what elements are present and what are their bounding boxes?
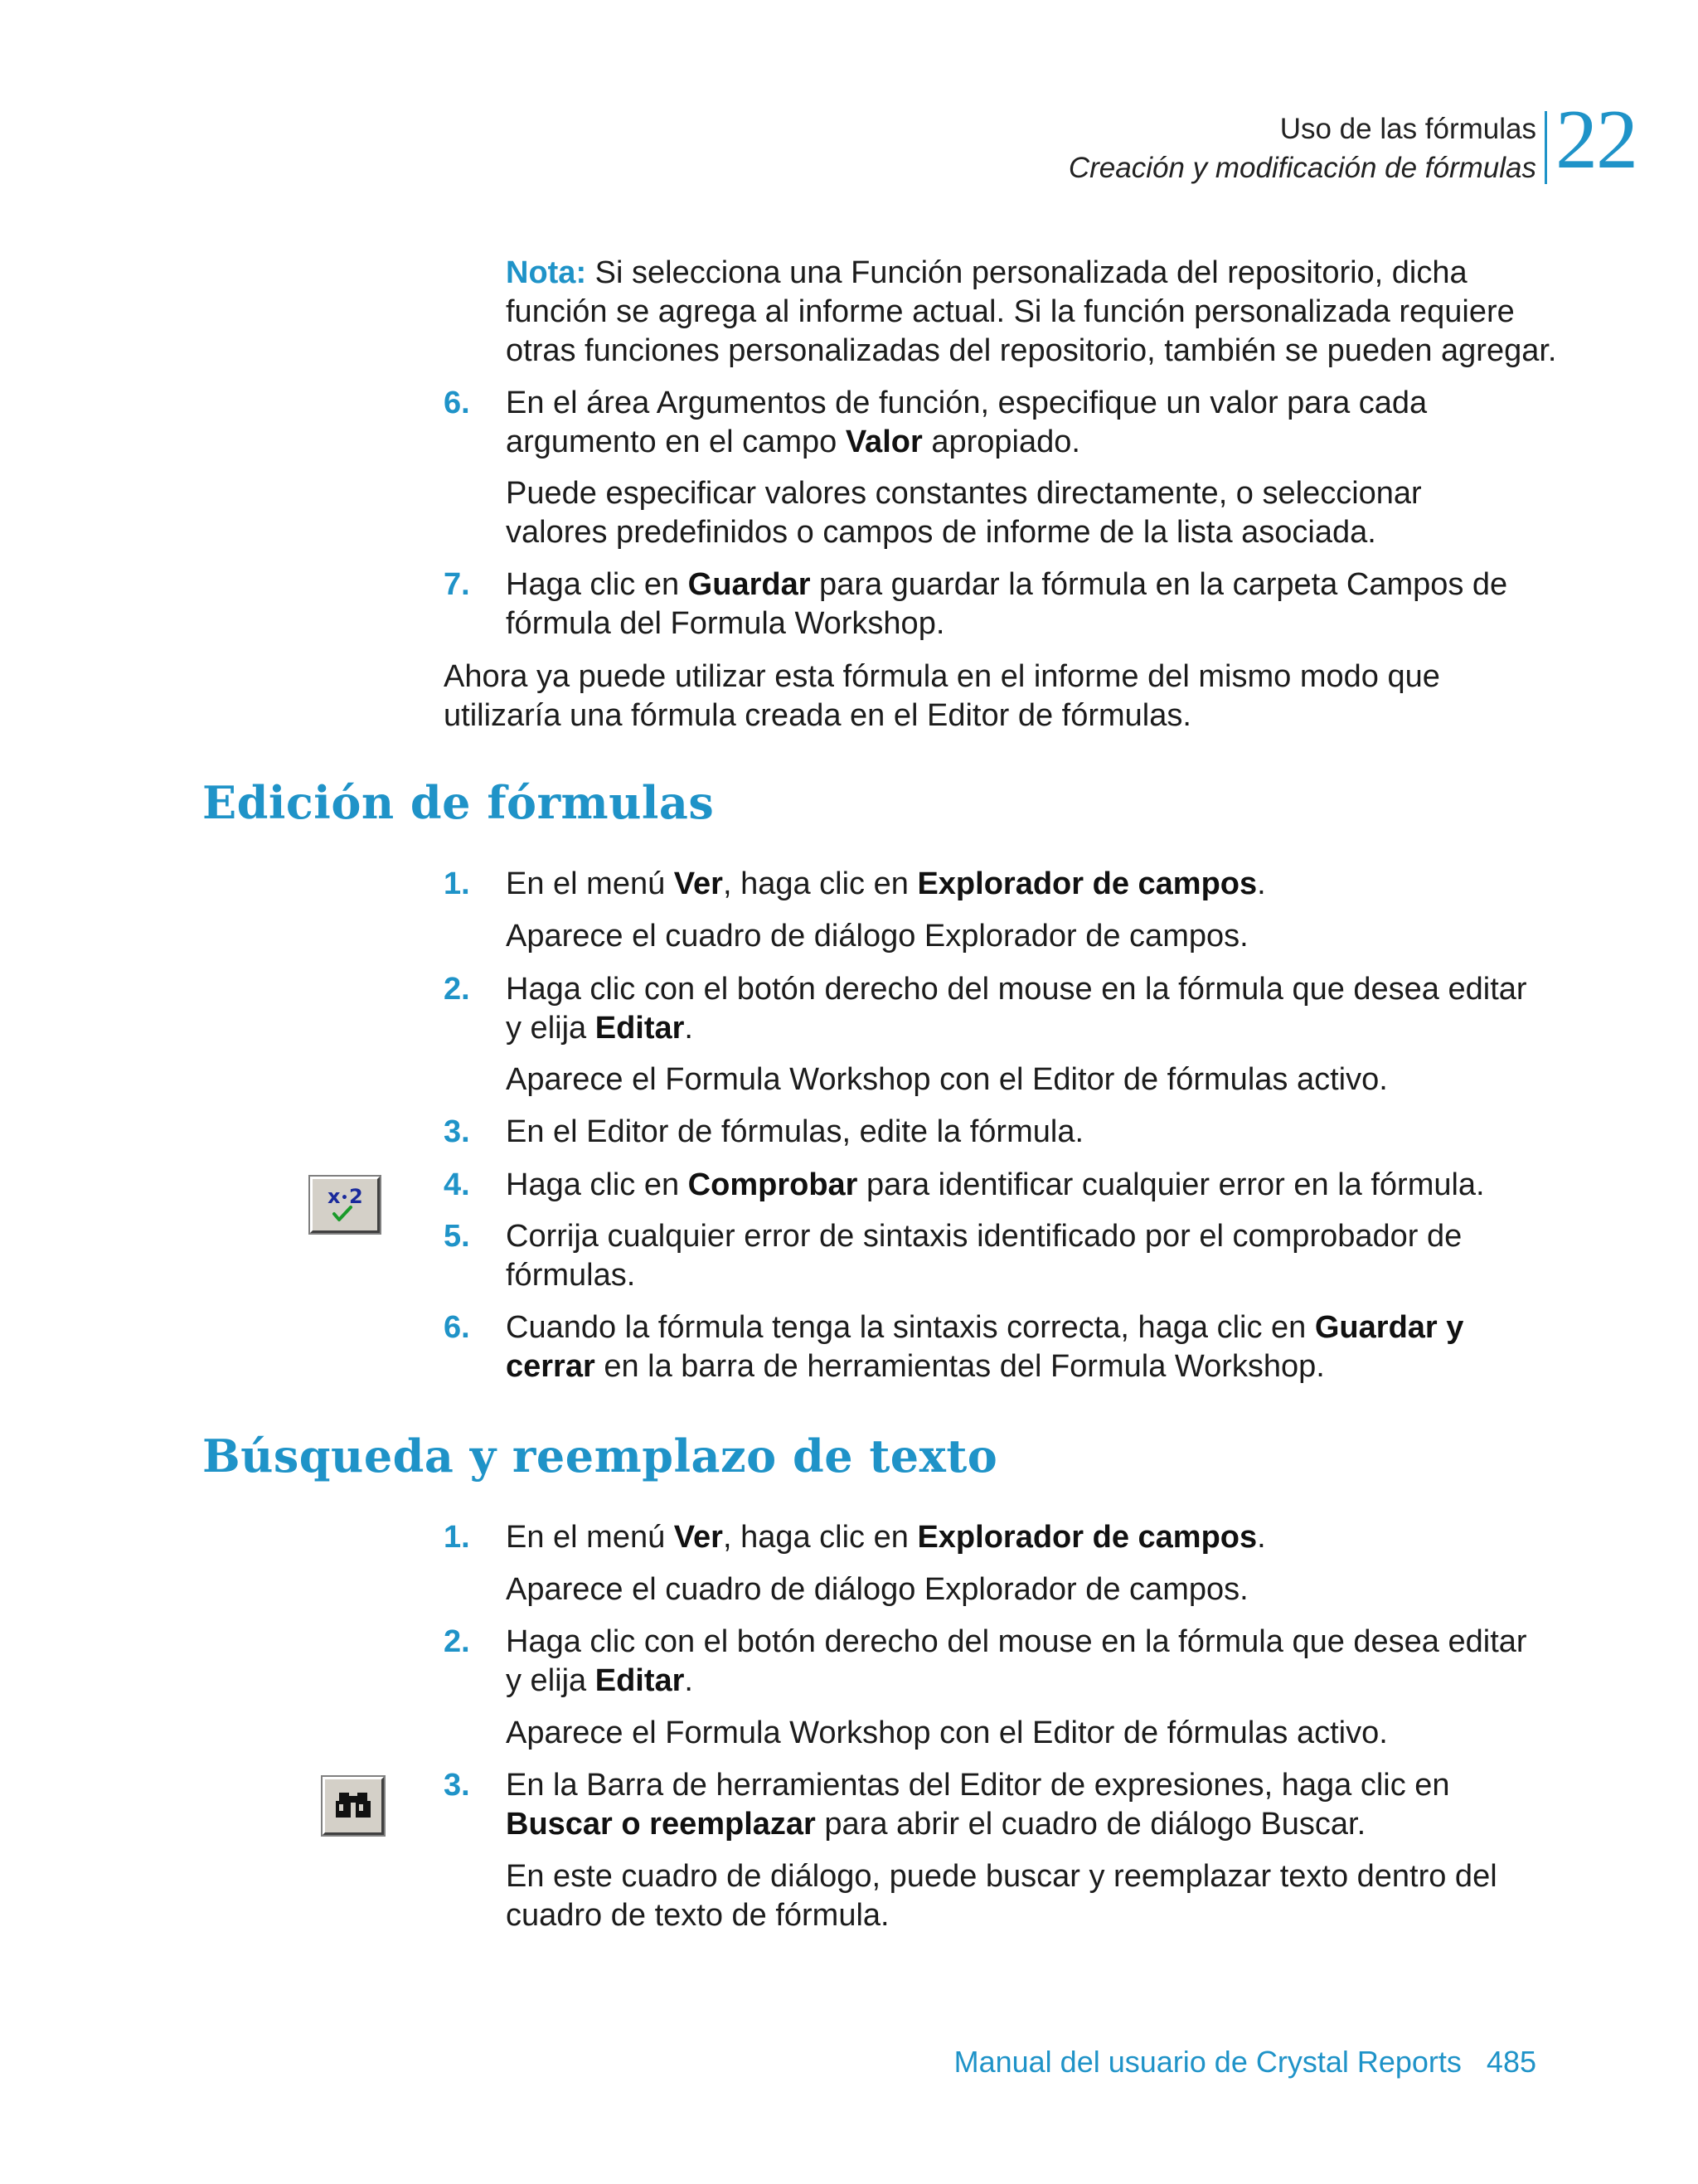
- step-number: 1.: [444, 1520, 470, 1555]
- step-number: 5.: [444, 1219, 470, 1254]
- chapter-number: 22: [1555, 93, 1637, 187]
- step-result: Aparece el cuadro de diálogo Explorador de campos.: [506, 919, 1249, 954]
- step-number: 6.: [444, 1310, 470, 1345]
- step-text: En el menú Ver, haga clic en Explorador de campos.: [506, 866, 1266, 901]
- chapter-title: Uso de las fórmulas: [1279, 113, 1536, 145]
- note-label: Nota:: [506, 255, 587, 290]
- step-result: Aparece el Formula Workshop con el Editor de fórmulas activo.: [506, 1716, 1388, 1750]
- check-formula-icon: [310, 1177, 380, 1233]
- step-text: Cuando la fórmula tenga la sintaxis correcta, haga clic en Guardar y cerrar en la barra de herramientas del Formula Workshop.: [506, 1310, 1464, 1384]
- step-text: En el menú Ver, haga clic en Explorador de campos.: [506, 1520, 1266, 1555]
- step-text: Corrija cualquier error de sintaxis identificado por el comprobador de fórmulas.: [506, 1219, 1463, 1293]
- section-heading: Búsqueda y reemplazo de texto: [202, 1429, 998, 1483]
- step-number: 1.: [444, 866, 470, 901]
- page-footer: [954, 2045, 1536, 2080]
- svg-text:2: 2: [349, 1185, 363, 1208]
- step-number: 2.: [444, 972, 470, 1007]
- header-divider: [1545, 111, 1547, 184]
- step-text: En el Editor de fórmulas, edite la fórmula.: [506, 1114, 1084, 1149]
- binoculars-icon: [323, 1777, 384, 1835]
- step-result: Aparece el Formula Workshop con el Editor de fórmulas activo.: [506, 1062, 1388, 1097]
- step-text: Haga clic con el botón derecho del mouse en la fórmula que desea editar y elija Editar.: [506, 1624, 1527, 1698]
- note: [506, 254, 1556, 371]
- step-number: 3.: [444, 1768, 470, 1803]
- note-line: otras funciones personalizadas del repositorio, también se pueden agregar.: [506, 333, 1557, 368]
- step-text: Haga clic en Guardar para guardar la fórmula en la carpeta Campos de fórmula del Formula Workshop.: [506, 567, 1508, 641]
- manual-title: Manual del usuario de Crystal Reports: [953, 2045, 1462, 2079]
- step-number: 4.: [444, 1167, 470, 1202]
- step-text: Haga clic con el botón derecho del mouse en la fórmula que desea editar y elija Editar.: [506, 972, 1527, 1046]
- step-result: En este cuadro de diálogo, puede buscar y reemplazar texto dentro del cuadro de texto de fórmula.: [506, 1859, 1497, 1933]
- step-text: En la Barra de herramientas del Editor de expresiones, haga clic en Buscar o reemplazar para abrir el cuadro de diálogo Buscar.: [506, 1768, 1450, 1842]
- step-result: Puede especificar valores constantes directamente, o seleccionar valores predefinidos o campos de informe de la lista asociada.: [506, 476, 1422, 550]
- step-text: Haga clic en Comprobar para identificar cualquier error en la fórmula.: [506, 1167, 1485, 1202]
- step-text: En el área Argumentos de función, especifique un valor para cada argumento en el campo Valor apropiado.: [506, 386, 1428, 459]
- step-number: 2.: [444, 1624, 470, 1659]
- svg-text:•: •: [341, 1191, 348, 1205]
- step-number: 6.: [444, 386, 470, 420]
- svg-text:x: x: [327, 1185, 341, 1208]
- step-number: 7.: [444, 567, 470, 602]
- step-number: 3.: [444, 1114, 470, 1149]
- step-result: Aparece el cuadro de diálogo Explorador de campos.: [506, 1572, 1249, 1607]
- note-line: Si selecciona una Función personalizada del repositorio, dicha: [586, 255, 1468, 290]
- page-number: 485: [1486, 2045, 1536, 2079]
- section-title: Creación y modificación de fórmulas: [1068, 152, 1536, 184]
- note-line: función se agrega al informe actual. Si la función personalizada requiere: [506, 294, 1515, 329]
- closing-paragraph: Ahora ya puede utilizar esta fórmula en el informe del mismo modo que utilizaría una fórmula creada en el Editor de fórmulas.: [444, 659, 1440, 733]
- section-heading: Edición de fórmulas: [202, 776, 715, 829]
